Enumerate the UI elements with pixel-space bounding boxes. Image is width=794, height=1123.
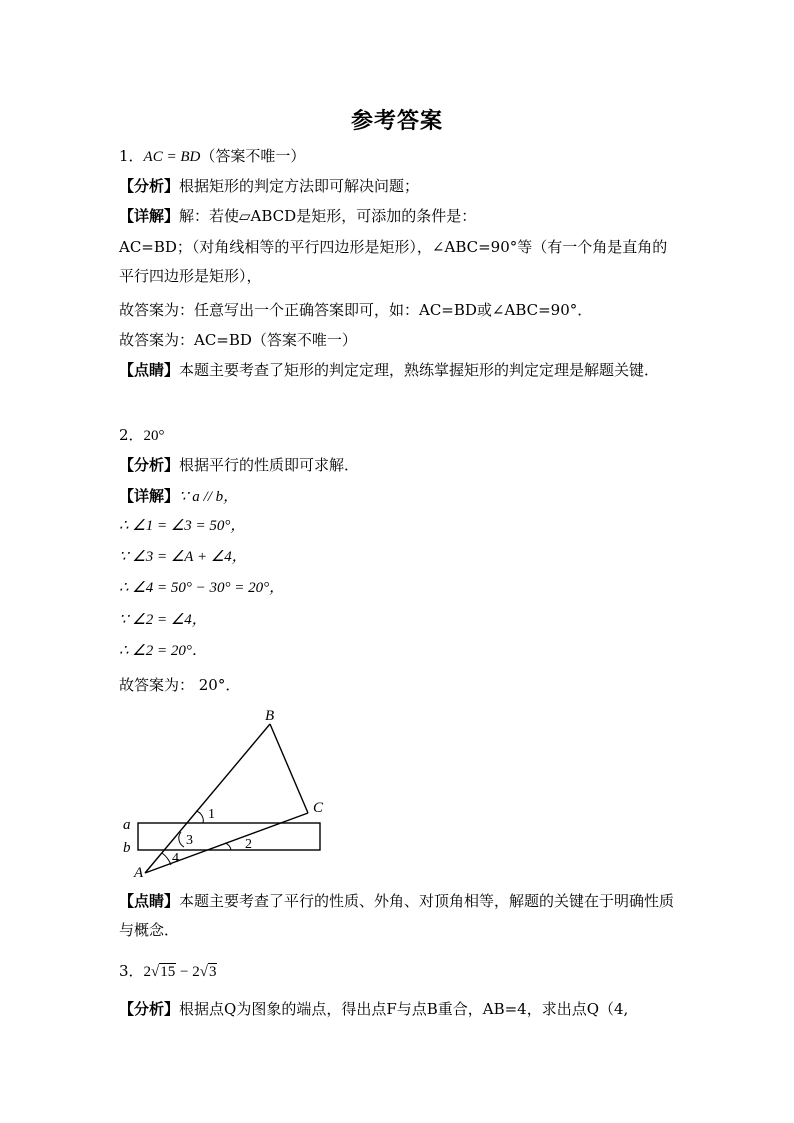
page-title: 参考答案 [350, 108, 443, 134]
label-C: C [313, 800, 324, 816]
q3-coef: 2 [143, 964, 152, 980]
q1-detail-tag: 【详解】 [119, 207, 180, 225]
label-angle-4: 4 [172, 851, 179, 866]
q1-number: 1． [119, 147, 144, 165]
q2-analysis-text: 根据平行的性质即可求解． [179, 456, 360, 474]
q3-radicand-2: 3 [208, 964, 217, 980]
q1-detail-3: 故答案为：任意写出一个正确答案即可，如：AC=BD或∠ABC=90°． [119, 301, 593, 319]
q3-radicand-1: 15 [160, 964, 176, 980]
q1-analysis-text: 根据矩形的判定方法即可解决问题； [179, 177, 420, 195]
q3-analysis [119, 999, 679, 1019]
q2-detail-tag: 【详解】 [119, 487, 180, 505]
q1-answer-math: AC = BD [143, 149, 201, 165]
q2-step: ∵ ∠3 = ∠A + ∠4， [119, 549, 247, 565]
label-A: A [134, 865, 144, 881]
q3-analysis-text: 根据点Q为图象的端点，得出点F与点B重合，AB=4，求出点Q（4, [179, 1000, 629, 1018]
q3-minus: − 2 [176, 964, 200, 980]
q1-comment-tag: 【点睛】 [119, 361, 180, 379]
q2-step: ∵ a // b， [179, 489, 239, 505]
q2-answer: 20° [143, 428, 165, 444]
angle-1-arc [196, 811, 203, 823]
segment-BC [270, 724, 308, 813]
q1-answer-note: （答案不唯一） [200, 147, 306, 165]
label-angle-1: 1 [208, 807, 215, 822]
q2-analysis-tag: 【分析】 [119, 456, 180, 474]
q2-number: 2． [119, 426, 144, 444]
label-B: B [265, 708, 275, 724]
q1-detail-2: AC=BD；（对角线相等的平行四边形是矩形），∠ABC=90°等（有一个角是直角的平行四边形是矩形）， [119, 238, 668, 285]
q3-answer-line [119, 961, 679, 982]
q3-number: 3． [119, 962, 144, 980]
q1-detail-4: 故答案为：AC=BD（答案不唯一） [119, 331, 357, 349]
label-line-a: a [123, 817, 131, 833]
q2-step: ∴ ∠4 = 50° − 30° = 20°， [119, 580, 285, 596]
q2-conclusion: 故答案为： 20°． [119, 676, 241, 694]
angle-3-arc [179, 832, 184, 847]
angle-2-arc [225, 843, 231, 850]
label-angle-2: 2 [245, 837, 252, 852]
label-line-b: b [123, 840, 131, 856]
q3-answer: 2√15 − 2√3 [143, 964, 217, 980]
label-angle-3: 3 [186, 833, 193, 848]
q1-detail-text-1: 解：若使▱ABCD是矩形，可添加的条件是： [179, 207, 477, 225]
q3-analysis-tag: 【分析】 [119, 1000, 180, 1018]
q2-step: ∵ ∠2 = ∠4， [119, 612, 207, 628]
q2-step: ∴ ∠2 = 20°． [119, 643, 207, 659]
q2-comment-tag: 【点睛】 [119, 892, 180, 910]
q2-comment-text: 本题主要考查了平行的性质、外角、对顶角相等，解题的关键在于明确性质与概念． [119, 892, 675, 939]
q2-step: ∴ ∠1 = ∠3 = 50°， [119, 518, 246, 534]
q1-analysis-tag: 【分析】 [119, 177, 180, 195]
q1-comment-text: 本题主要考查了矩形的判定定理，熟练掌握矩形的判定定理是解题关键． [179, 361, 660, 379]
q2-comment [119, 887, 679, 945]
